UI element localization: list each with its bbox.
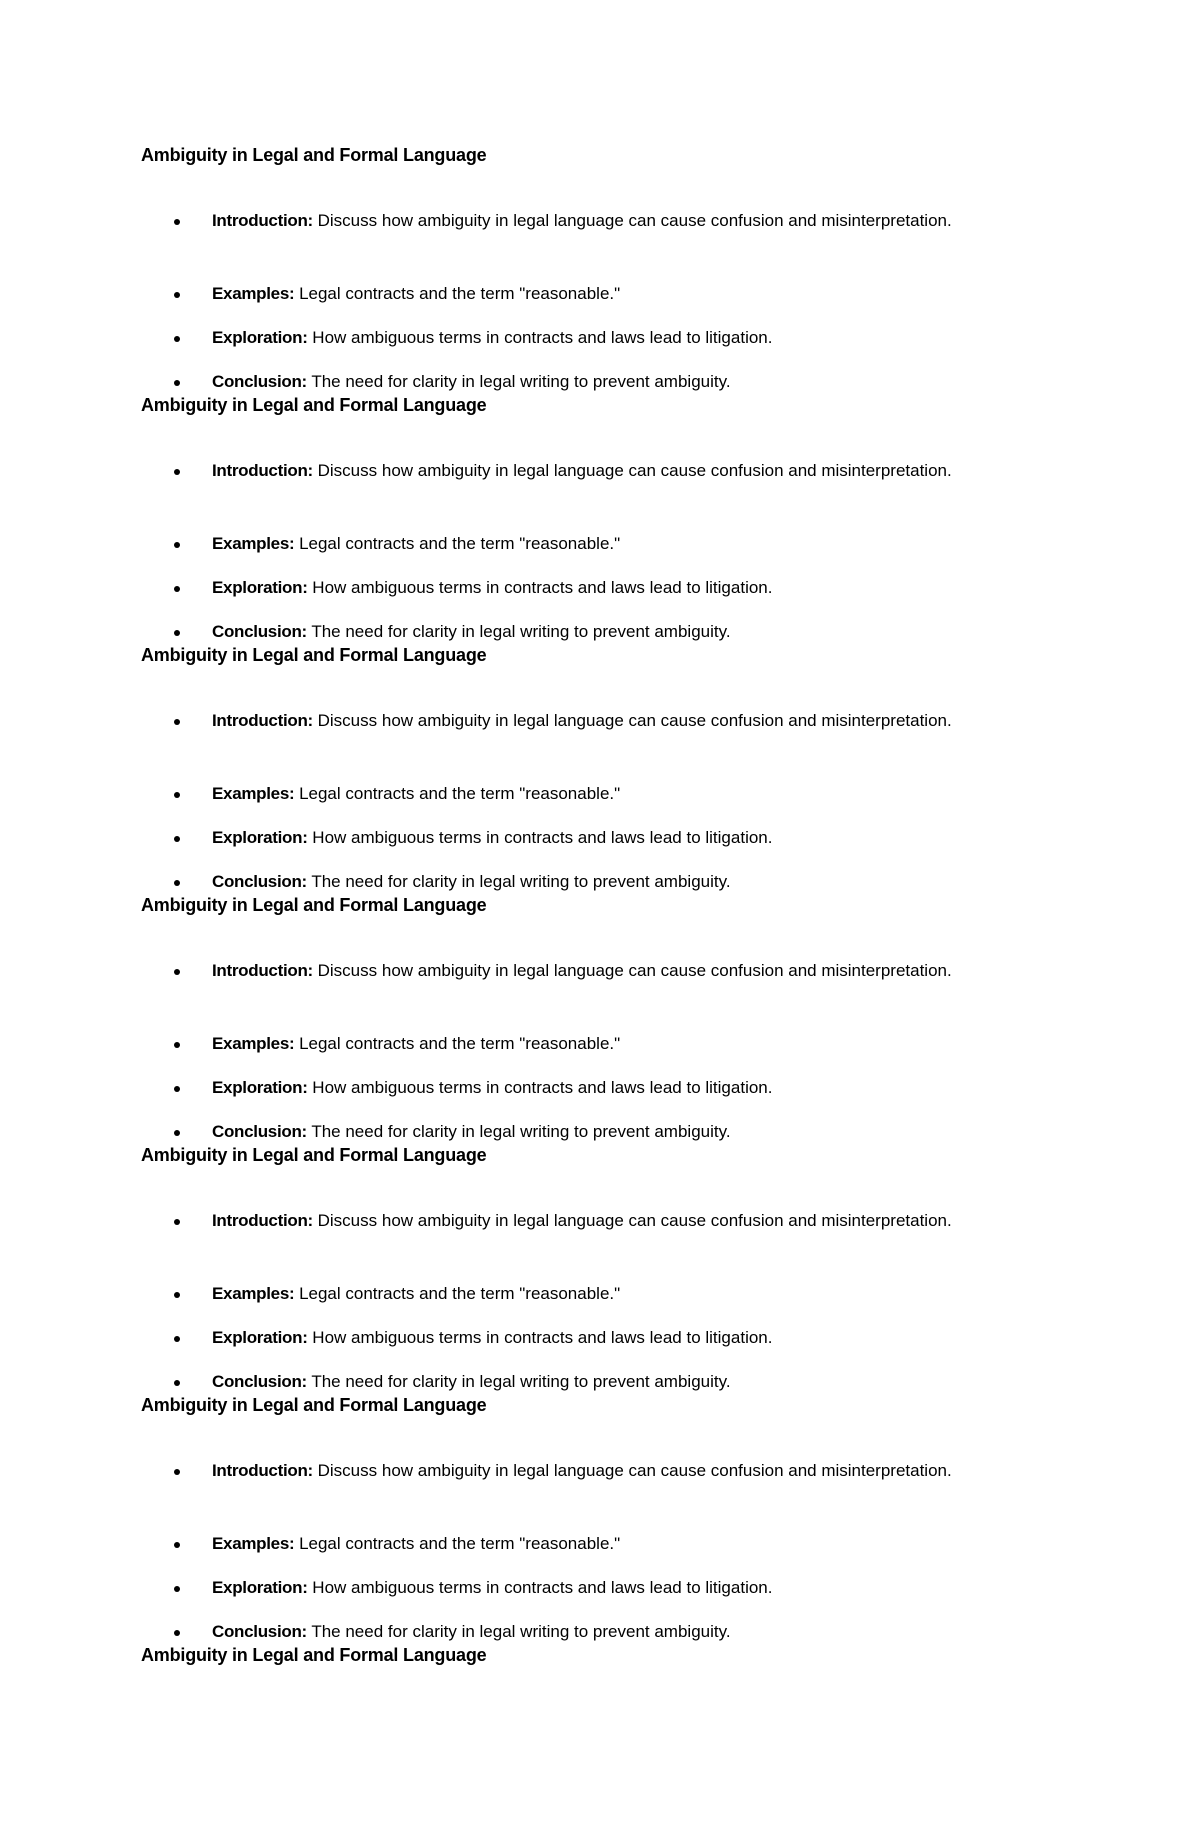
item-label: Introduction:	[212, 1211, 313, 1230]
bullet-icon	[174, 880, 180, 886]
bullet-icon	[174, 1380, 180, 1386]
item-label: Exploration:	[212, 1078, 308, 1097]
item-text: How ambiguous terms in contracts and laws lead to litigation.	[307, 1078, 773, 1097]
bullet-icon	[174, 1292, 180, 1298]
bullet-icon	[174, 219, 180, 225]
item-text: Discuss how ambiguity in legal language can cause confusion and misinterpretation.	[312, 461, 952, 480]
section-heading: Ambiguity in Legal and Formal Language	[141, 895, 487, 915]
item-label: Conclusion:	[212, 872, 307, 891]
bullet-icon	[174, 1042, 180, 1048]
item-text: Discuss how ambiguity in legal language can cause confusion and misinterpretation.	[312, 711, 952, 730]
document-section	[141, 894, 1141, 1141]
item-label: Examples:	[212, 1034, 295, 1053]
item-label: Conclusion:	[212, 1372, 307, 1391]
section-heading: Ambiguity in Legal and Formal Language	[141, 395, 487, 415]
bullet-icon	[174, 1469, 180, 1475]
document-section	[141, 394, 1141, 641]
item-label: Exploration:	[212, 1328, 308, 1347]
section-heading: Ambiguity in Legal and Formal Language	[141, 1645, 487, 1665]
item-text: Discuss how ambiguity in legal language can cause confusion and misinterpretation.	[312, 211, 952, 230]
bullet-icon	[174, 1219, 180, 1225]
bullet-icon	[174, 836, 180, 842]
bullet-icon	[174, 1130, 180, 1136]
item-label: Conclusion:	[212, 622, 307, 641]
bullet-icon	[174, 336, 180, 342]
item-text: The need for clarity in legal writing to prevent ambiguity.	[306, 872, 731, 891]
item-label: Examples:	[212, 1284, 295, 1303]
item-text: The need for clarity in legal writing to prevent ambiguity.	[306, 1122, 731, 1141]
item-label: Conclusion:	[212, 1622, 307, 1641]
item-label: Examples:	[212, 284, 295, 303]
bullet-icon	[174, 292, 180, 298]
item-label: Introduction:	[212, 711, 313, 730]
item-text: The need for clarity in legal writing to prevent ambiguity.	[306, 372, 731, 391]
item-label: Conclusion:	[212, 1122, 307, 1141]
item-label: Introduction:	[212, 961, 313, 980]
item-text: How ambiguous terms in contracts and laws lead to litigation.	[307, 1578, 773, 1597]
bullet-icon	[174, 380, 180, 386]
item-label: Exploration:	[212, 1578, 308, 1597]
item-label: Conclusion:	[212, 372, 307, 391]
item-text: How ambiguous terms in contracts and laws lead to litigation.	[307, 328, 773, 347]
item-text: Discuss how ambiguity in legal language can cause confusion and misinterpretation.	[312, 961, 952, 980]
item-text: Legal contracts and the term "reasonable."	[294, 784, 621, 803]
item-text: How ambiguous terms in contracts and laws lead to litigation.	[307, 828, 773, 847]
bullet-icon	[174, 469, 180, 475]
bullet-icon	[174, 1336, 180, 1342]
bullet-icon	[174, 630, 180, 636]
document-section	[141, 1144, 1141, 1391]
item-text: Legal contracts and the term "reasonable."	[294, 534, 621, 553]
item-label: Introduction:	[212, 211, 313, 230]
item-label: Examples:	[212, 534, 295, 553]
document-section	[141, 144, 1141, 391]
item-text: The need for clarity in legal writing to prevent ambiguity.	[306, 1622, 731, 1641]
bullet-icon	[174, 586, 180, 592]
section-heading: Ambiguity in Legal and Formal Language	[141, 1145, 487, 1165]
item-text: The need for clarity in legal writing to prevent ambiguity.	[306, 622, 731, 641]
bullet-icon	[174, 542, 180, 548]
item-text: How ambiguous terms in contracts and laws lead to litigation.	[307, 1328, 773, 1347]
bullet-icon	[174, 1630, 180, 1636]
document-section	[141, 1644, 1141, 1666]
bullet-icon	[174, 969, 180, 975]
item-text: How ambiguous terms in contracts and laws lead to litigation.	[307, 578, 773, 597]
item-label: Exploration:	[212, 828, 308, 847]
document-section	[141, 1394, 1141, 1641]
item-text: Legal contracts and the term "reasonable."	[294, 1284, 621, 1303]
section-heading: Ambiguity in Legal and Formal Language	[141, 645, 487, 665]
item-label: Introduction:	[212, 461, 313, 480]
item-text: Legal contracts and the term "reasonable."	[294, 1034, 621, 1053]
bullet-icon	[174, 792, 180, 798]
bullet-icon	[174, 1586, 180, 1592]
item-label: Introduction:	[212, 1461, 313, 1480]
item-text: Discuss how ambiguity in legal language can cause confusion and misinterpretation.	[312, 1461, 952, 1480]
item-label: Examples:	[212, 784, 295, 803]
item-text: The need for clarity in legal writing to prevent ambiguity.	[306, 1372, 731, 1391]
item-text: Discuss how ambiguity in legal language can cause confusion and misinterpretation.	[312, 1211, 952, 1230]
item-text: Legal contracts and the term "reasonable."	[294, 1534, 621, 1553]
section-heading: Ambiguity in Legal and Formal Language	[141, 145, 487, 165]
section-heading: Ambiguity in Legal and Formal Language	[141, 1395, 487, 1415]
item-label: Exploration:	[212, 578, 308, 597]
bullet-icon	[174, 1086, 180, 1092]
item-text: Legal contracts and the term "reasonable."	[294, 284, 621, 303]
item-label: Exploration:	[212, 328, 308, 347]
bullet-icon	[174, 1542, 180, 1548]
bullet-icon	[174, 719, 180, 725]
item-label: Examples:	[212, 1534, 295, 1553]
document-section	[141, 644, 1141, 891]
